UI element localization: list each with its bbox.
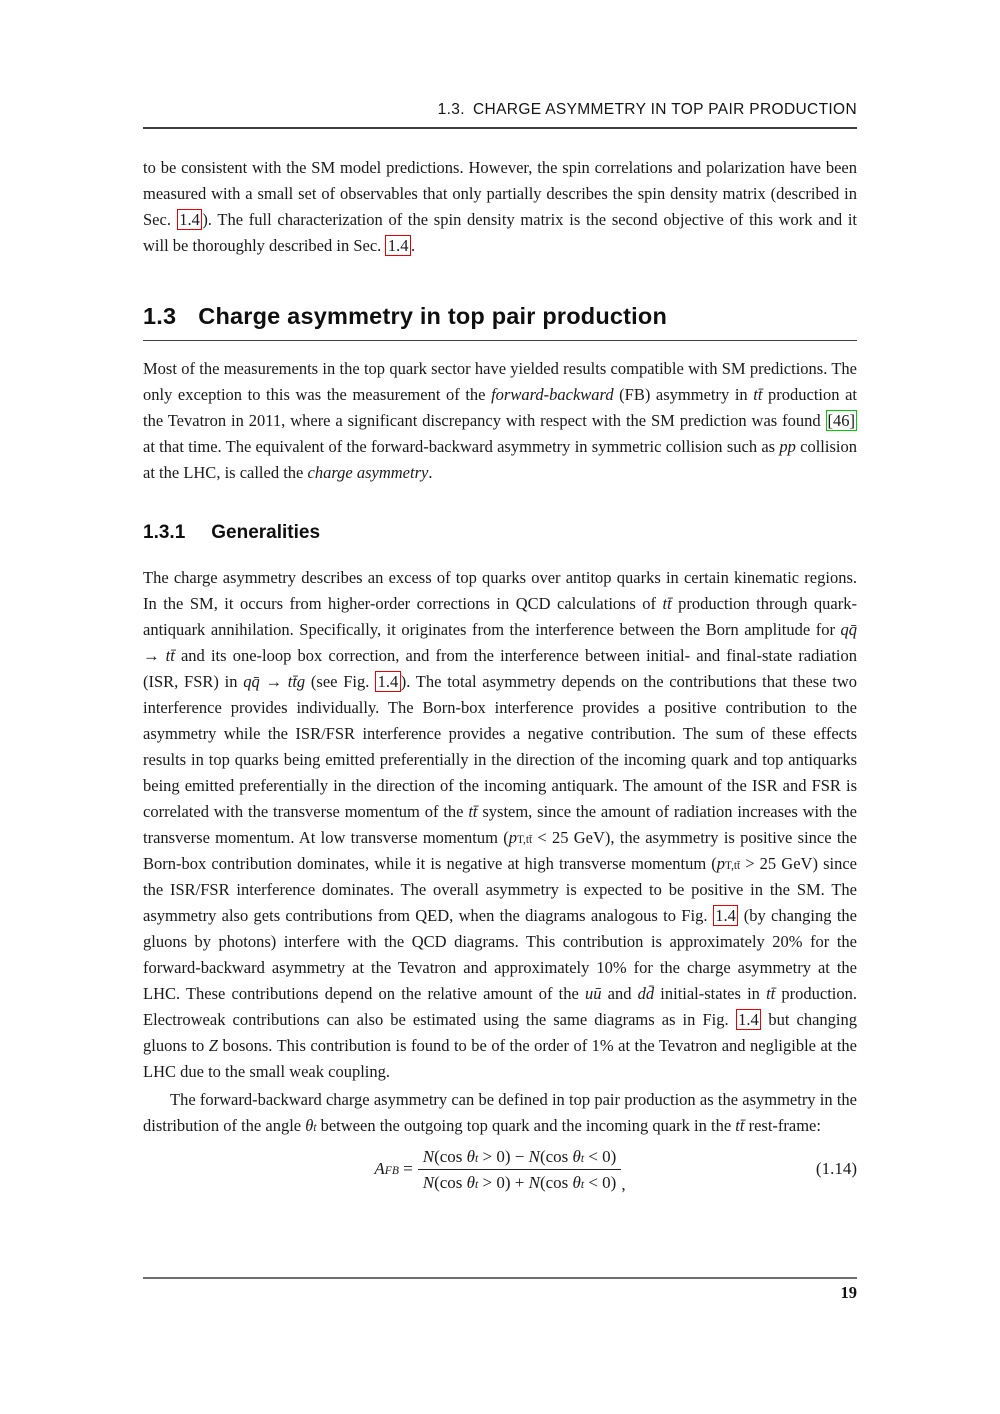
text-run: charge asymmetry [307, 463, 429, 482]
section-ref-link[interactable]: 1.4 [177, 209, 203, 230]
text-run: between the outgoing top quark and the incoming quark in the [316, 1116, 736, 1135]
text-run: system, since the amount of radiation increases with the transverse momentum. At low transverse momentum ( [143, 802, 857, 847]
text-run: < 25 GeV), the asymmetry is positive since the Born-box contribution dominates, while it is negative at high transverse momentum ( [143, 828, 857, 873]
text-run: dd̄ [637, 984, 655, 1003]
text-run: = [398, 1159, 413, 1178]
text-run: Most of the measurements in the top quark sector have yielded results compatible with SM predictions. The only exception to this was the measurement of the [143, 359, 857, 404]
text-run: t [313, 1122, 317, 1134]
paragraph-intro [143, 155, 857, 259]
figure-ref-link[interactable]: 1.4 [713, 905, 739, 926]
text-run: ). The total asymmetry depends on the contributions that these two interference provides individually. The Born-box interference provides a positive contribution to the asymmetry while the ISR/FSR interference provides a negative contribution. The sum of these effects results in top quarks being emitted preferentially in the direction of the incoming quark and top antiquarks being emitted preferentially in the direction of the incoming antiquark. The amount of the ISR and FSR is correlated with the transverse momentum of the [143, 672, 858, 821]
text-run: > 0) + [478, 1172, 529, 1192]
text-run: t [475, 1151, 479, 1165]
text-run: N [422, 1172, 435, 1192]
text-run: (cos [539, 1172, 573, 1192]
text-run: (FB) asymmetry in [613, 385, 754, 404]
text-run: , [621, 1174, 626, 1194]
citation-link[interactable]: [46] [827, 411, 855, 430]
text-run: (see Fig. [305, 672, 376, 691]
equation-fraction [418, 1144, 622, 1195]
text-column [143, 0, 857, 1196]
text-run: . [428, 463, 433, 482]
equation-1-14 [143, 1142, 857, 1196]
running-header [143, 101, 857, 129]
text-run: tt̄ [468, 802, 478, 821]
text-run: N [528, 1172, 540, 1192]
text-run: tt̄ [735, 1116, 745, 1135]
text-run: production through quark-antiquark annihilation. Specifically, it originates from the interference between the Born amplitude for [143, 594, 857, 639]
text-run: (cos [539, 1146, 573, 1166]
text-run: qq̄ → tt̄g [243, 672, 306, 691]
text-run: p [508, 828, 518, 847]
text-run: The forward-backward charge asymmetry can be defined in top pair production as the asymmetry in the distribution of the angle [143, 1090, 857, 1135]
text-run: tt̄ [753, 385, 763, 404]
subsection-title: Generalities [211, 522, 321, 543]
text-run: θ [466, 1172, 476, 1192]
equation-numerator [418, 1144, 622, 1169]
section-ref-link[interactable]: 1.4 [385, 235, 411, 256]
text-run: rest-frame: [744, 1116, 821, 1135]
text-run: > 0) − [478, 1146, 529, 1166]
text-run: A [374, 1159, 385, 1178]
paragraph-section-intro [143, 356, 857, 486]
text-run: The charge asymmetry describes an excess of top quarks over antitop quarks in certain kinematic regions. In the SM, it occurs from higher-order corrections in QCD calculations of [143, 568, 857, 613]
running-header-text: 1.3. CHARGE ASYMMETRY IN TOP PAIR PRODUCTION [437, 101, 857, 118]
text-run: tt̄ [766, 984, 776, 1003]
text-run: t [580, 1151, 585, 1165]
text-run: qq̄ → tt̄ [143, 620, 857, 665]
text-run: N [422, 1146, 435, 1166]
figure-ref-link[interactable]: 1.4 [375, 671, 401, 692]
section-title: Charge asymmetry in top pair production [198, 303, 668, 329]
equation-lhs [374, 1159, 412, 1179]
text-run: (by changing the gluons by photons) interfere with the QCD diagrams. This contribution is approximately 20% for the forward-backward asymmetry at the Tevatron and approximately 10% for the charge asymmetry at the LHC. These contributions depend on the relative amount of the [143, 906, 857, 1003]
text-run: uū [584, 984, 602, 1003]
text-run: ). The full characterization of the spin density matrix is the second objective of this work and it will be thoroughly described in Sec. [143, 210, 858, 255]
text-run: t [580, 1177, 585, 1191]
section-number: 1.3 [143, 303, 177, 329]
text-run: bosons. This contribution is found to be of the order of 1% at the Tevatron and negligible at the LHC due to the small weak coupling. [143, 1036, 857, 1081]
text-run: to be consistent with the SM model predictions. However, the spin correlations and polarization have been measured with a small set of observables that only partially describes the spin density matrix (described in Sec. [143, 158, 857, 229]
text-run: θ [572, 1172, 581, 1192]
text-run: but changing gluons to [143, 1010, 857, 1055]
page-footer [143, 1277, 857, 1303]
text-run: pp [779, 437, 796, 456]
text-run: . [411, 236, 416, 255]
subsection-heading [143, 522, 857, 544]
text-run: t [475, 1177, 479, 1191]
text-run: T,tt̄ [725, 860, 741, 872]
section-heading [143, 303, 857, 341]
text-run: θ [572, 1146, 581, 1166]
text-run: FB [384, 1164, 399, 1177]
equation-body [374, 1144, 625, 1195]
text-run: collision at the LHC, is called the [143, 437, 857, 482]
page-number: 19 [840, 1283, 857, 1302]
paragraph-generalities [143, 565, 857, 1085]
text-run: production. Electroweak contributions can also be estimated using the same diagrams as in Fig. [143, 984, 857, 1029]
paragraph-afb-definition [143, 1087, 857, 1139]
text-run: < 0) [584, 1146, 617, 1166]
text-run: T,tt̄ [517, 834, 533, 846]
text-run: initial-states in [654, 984, 767, 1003]
text-run: and [601, 984, 638, 1003]
text-run: tt̄ [662, 594, 672, 613]
text-run: < 0) [584, 1172, 617, 1192]
text-run: (cos [434, 1146, 467, 1166]
equation-denominator [418, 1169, 622, 1195]
text-run: Z [208, 1036, 218, 1055]
text-run: N [528, 1146, 540, 1166]
text-run: θ [466, 1146, 476, 1166]
text-run: at that time. The equivalent of the forward-backward asymmetry in symmetric collision such as [143, 437, 780, 456]
text-run: forward-backward [491, 385, 614, 404]
equation-number: (1.14) [815, 1159, 857, 1178]
text-run: > 25 GeV) since the ISR/FSR interference dominates. The overall asymmetry is expected to be positive in the SM. The asymmetry also gets contributions from QED, when the diagrams analogous to Fig. [143, 854, 857, 925]
text-run: and its one-loop box correction, and from the interference between initial- and final-state radiation (ISR, FSR) in [143, 646, 857, 691]
text-run: (cos [434, 1172, 467, 1192]
subsection-number: 1.3.1 [143, 522, 186, 543]
figure-ref-link[interactable]: 1.4 [736, 1009, 762, 1030]
text-run: production at the Tevatron in 2011, where a significant discrepancy with respect with the SM prediction was found [143, 385, 857, 430]
equation-trailing-comma [621, 1175, 625, 1195]
text-run: θ [305, 1116, 314, 1135]
text-run: p [716, 854, 726, 873]
